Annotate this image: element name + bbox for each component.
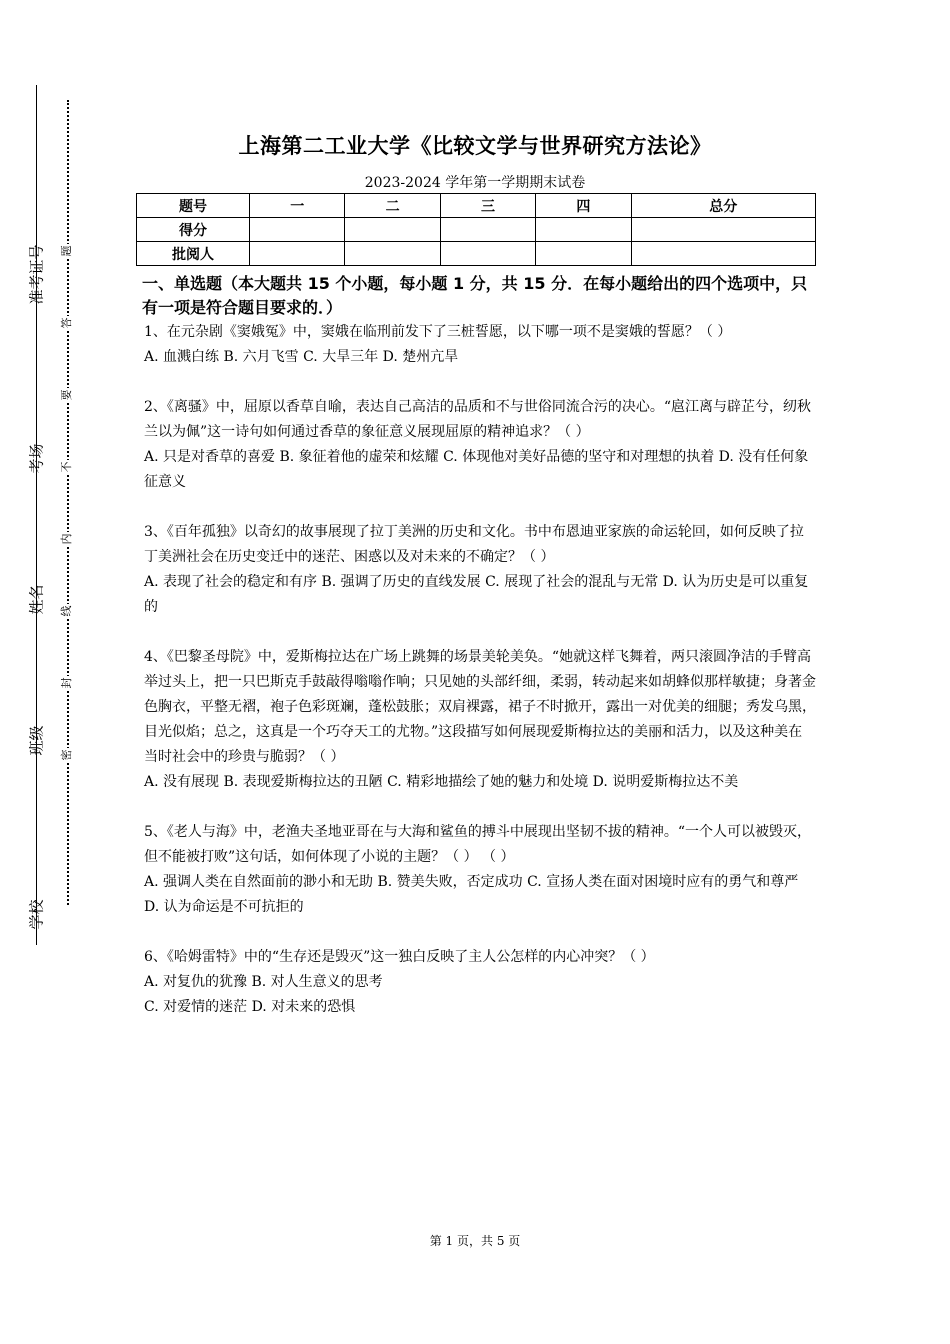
seal-char: 线 — [60, 605, 73, 617]
question-5 — [144, 820, 816, 920]
exam-content — [144, 272, 816, 1020]
question-2 — [144, 395, 816, 495]
score-table — [136, 193, 816, 266]
question-stem: 4、《巴黎圣母院》中，爱斯梅拉达在广场上跳舞的场景美轮美奂。“她就这样飞舞着，两只滚圆净洁的手臂高举过头上，把一只巴斯克手鼓敲得嗡嗡作响；只见她的头部纤细，柔弱，转动起来如胡蜂似那样敏捷；身著金色胸衣，平整无褶，袍子色彩斑斓，蓬松鼓胀；双肩裸露，裙子不时掀开，露出一对优美的细腿；秀发乌黑，目光似焰；总之，这真是一个巧夺天工的尤物。”这段描写如何展现爱斯梅拉达的美丽和活力，以及这种美在当时社会中的珍贵与脆弱？（ ） — [144, 649, 816, 765]
question-stem: 1、在元杂剧《窦娥冤》中，窦娥在临刑前发下了三桩誓愿，以下哪一项不是窦娥的誓愿？（ ） — [144, 324, 732, 340]
table-cell: 四 — [536, 194, 631, 218]
question-stem: 5、《老人与海》中，老渔夫圣地亚哥在与大海和鲨鱼的搏斗中展现出坚韧不拔的精神。“一个人可以被毁灭，但不能被打败”这句话，如何体现了小说的主题？（ ） （ ） — [144, 824, 812, 865]
question-6 — [144, 945, 816, 1020]
exam-room-label: 考场 — [27, 443, 46, 474]
question-options: A. 血溅白练 B. 六月飞雪 C. 大旱三年 D. 楚州亢旱 — [144, 349, 459, 365]
seal-char: 密 — [60, 749, 73, 761]
binding-solid-line — [36, 85, 37, 945]
grader-cell — [345, 242, 440, 266]
score-cell — [345, 218, 440, 242]
table-cell: 一 — [250, 194, 345, 218]
question-3 — [144, 520, 816, 620]
score-table-header-row — [137, 194, 816, 218]
seal-char: 答 — [60, 317, 73, 329]
class-label: 班级 — [27, 725, 46, 756]
table-cell: 总分 — [631, 194, 815, 218]
binding-margin — [0, 0, 110, 1344]
question-options: A. 表现了社会的稳定和有序 B. 强调了历史的直线发展 C. 展现了社会的混乱与无常 D. 认为历史是可以重复的 — [144, 574, 809, 615]
seal-char: 要 — [60, 389, 73, 401]
question-1 — [144, 320, 816, 370]
table-cell: 二 — [345, 194, 440, 218]
question-options: A. 强调人类在自然面前的渺小和无助 B. 赞美失败，否定成功 C. 宣扬人类在面对困境时应有的勇气和尊严 D. 认为命运是不可抗拒的 — [144, 874, 799, 915]
table-cell: 三 — [440, 194, 535, 218]
question-options: A. 只是对香草的喜爱 B. 象征着他的虚荣和炫耀 C. 体现他对美好品德的坚守和对理想的执着 D. 没有任何象征意义 — [144, 449, 809, 490]
seal-char: 封 — [60, 677, 73, 689]
grader-row — [137, 242, 816, 266]
seal-char: 题 — [60, 245, 73, 257]
score-row — [137, 218, 816, 242]
score-cell — [536, 218, 631, 242]
question-options: A. 没有展现 B. 表现爱斯梅拉达的丑陋 C. 精彩地描绘了她的魅力和处境 D. 说明爱斯梅拉达不美 — [144, 774, 739, 790]
table-cell: 题号 — [137, 194, 250, 218]
score-cell — [631, 218, 815, 242]
table-cell: 得分 — [137, 218, 250, 242]
question-4 — [144, 645, 816, 795]
binding-dotted-line — [67, 100, 69, 905]
question-options: C. 对爱情的迷茫 D. 对未来的恐惧 — [144, 999, 356, 1015]
seal-char: 内 — [60, 533, 73, 545]
score-cell — [440, 218, 535, 242]
question-stem: 3、《百年孤独》以奇幻的故事展现了拉丁美洲的历史和文化。书中布恩迪亚家族的命运轮回，如何反映了拉丁美洲社会在历史变迁中的迷茫、困惑以及对未来的不确定？（ ） — [144, 524, 804, 565]
question-stem: 6、《哈姆雷特》中的“生存还是毁灭”这一独白反映了主人公怎样的内心冲突？（ ） — [144, 949, 655, 965]
page-number: 第 1 页，共 5 页 — [429, 1234, 521, 1248]
exam-subtitle: 2023-2024 学年第一学期期末试卷 — [364, 175, 586, 191]
question-options: A. 对复仇的犹豫 B. 对人生意义的思考 — [144, 974, 383, 990]
seal-char: 不 — [60, 461, 73, 473]
question-stem: 2、《离骚》中，屈原以香草自喻，表达自己高洁的品质和不与世俗同流合污的决心。“扈江离与辟芷兮，纫秋兰以为佩”这一诗句如何通过香草的象征意义展现屈原的精神追求？（ ） — [144, 399, 812, 440]
page-title: 上海第二工业大学《比较文学与世界研究方法论》 — [238, 134, 712, 158]
admission-number-label: 准考证号 — [27, 244, 46, 305]
table-cell: 批阅人 — [137, 242, 250, 266]
school-label: 学校 — [27, 899, 46, 930]
grader-cell — [536, 242, 631, 266]
name-label: 姓名 — [27, 584, 46, 615]
score-cell — [250, 218, 345, 242]
grader-cell — [440, 242, 535, 266]
grader-cell — [631, 242, 815, 266]
grader-cell — [250, 242, 345, 266]
section-heading: 一、单选题（本大题共 15 个小题，每小题 1 分，共 15 分．在每小题给出的四个选项中，只有一项是符合题目要求的．） — [142, 274, 808, 317]
